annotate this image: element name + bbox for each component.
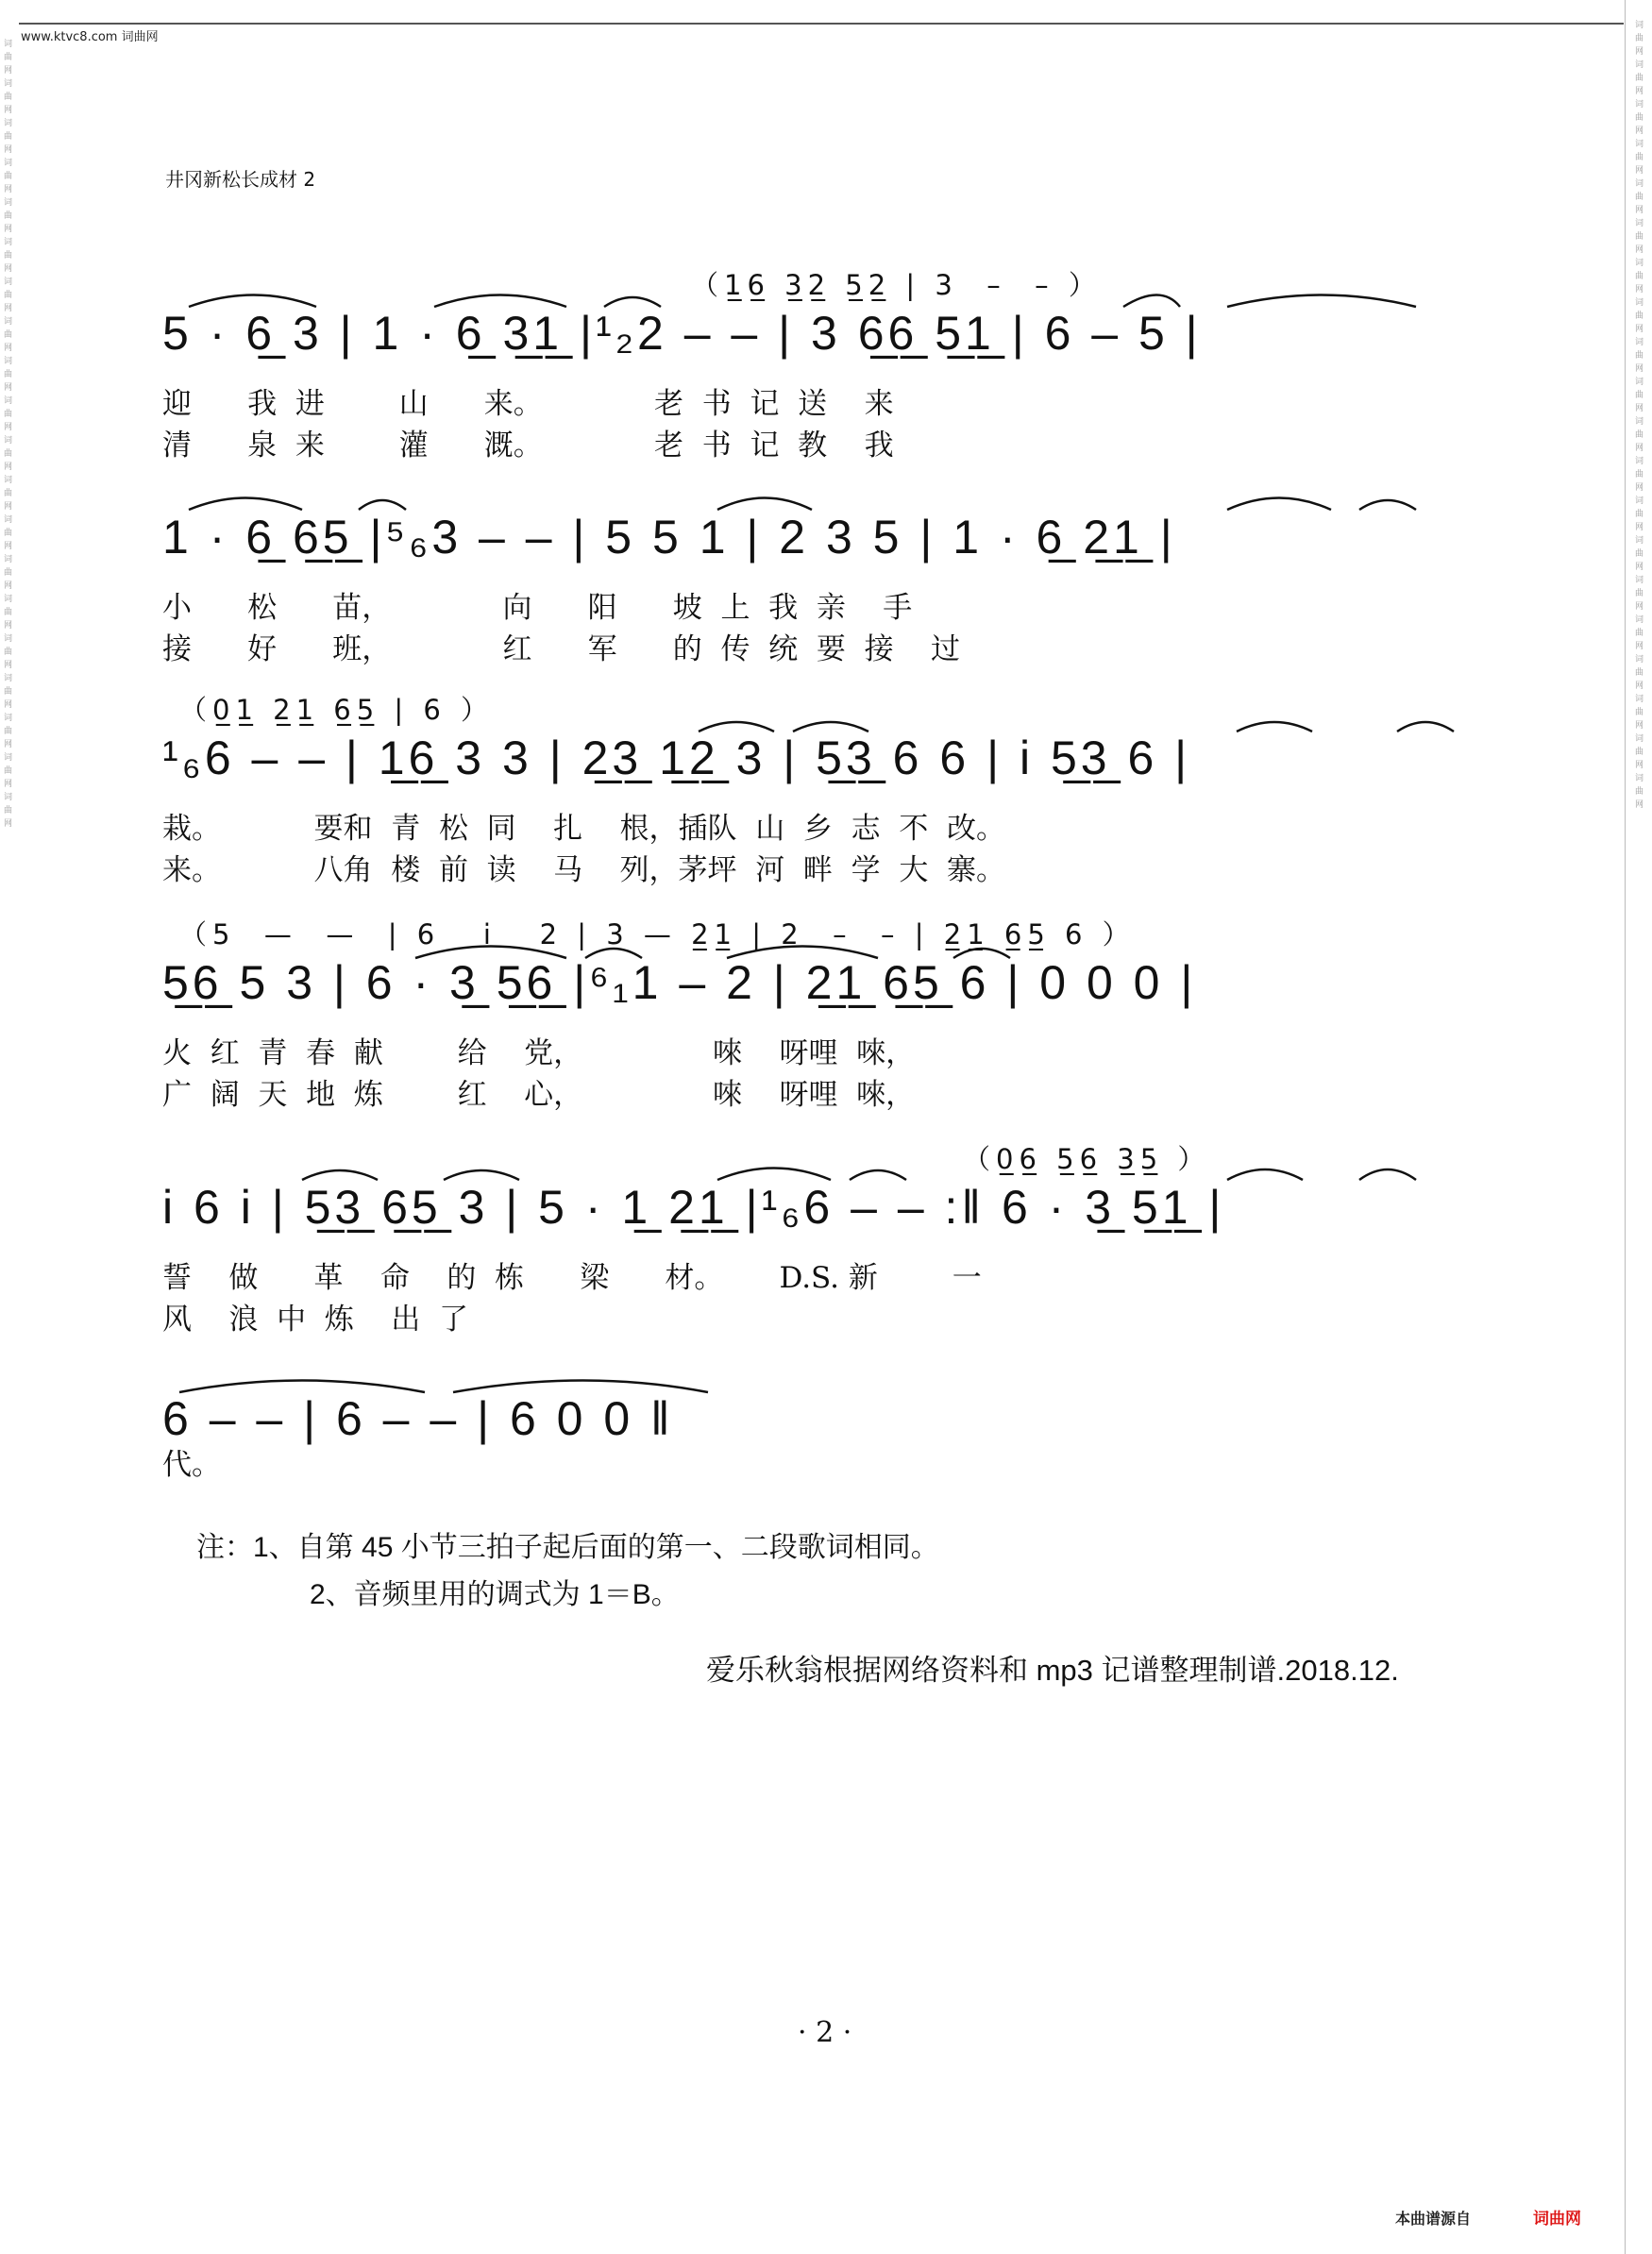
notation-line: 5 · 6̲ 3 | 1 · 6̲ 3̲1̲ |¹₂2 – – | 3 6̲6̲ 5̲1̲ | 6 – 5 |	[162, 307, 1202, 360]
page-title: 井冈新松长成材 2	[165, 168, 316, 191]
notation-line: i 6 i | 5̲3̲ 6̲5̲ 3 | 5 · 1̲ 2̲1̲ |¹₆6 – – :‖ 6 · 3̲ 5̲1̲ |	[162, 1181, 1225, 1234]
page-number: · 2 ·	[798, 2016, 852, 2049]
lyric-verse-2: 清 泉 来 灌 溉。 老 书 记 教 我	[162, 429, 894, 463]
footnote-2: 2、音频里用的调式为 1＝B。	[310, 1579, 680, 1610]
lyric-verse-1: 栽。 要和 青 松 同 扎 根，插队 山 乡 志 不 改。	[162, 812, 1006, 846]
left-margin-watermark: 词曲网词曲网词曲网词曲网词曲网词曲网词曲网词曲网词曲网词曲网词曲网词曲网词曲网词曲网词曲网词曲网词曲网词曲网词曲网词曲网	[4, 40, 13, 829]
lyric-verse-2: 广 阔 天 地 炼 红 心， 唻 呀哩 唻，	[162, 1078, 916, 1112]
footer-source: 本曲谱源自	[1395, 2210, 1472, 2228]
right-margin-watermark: 词曲网词曲网词曲网词曲网词曲网词曲网词曲网词曲网词曲网词曲网词曲网词曲网词曲网词曲网词曲网词曲网词曲网词曲网词曲网词曲网	[1635, 21, 1644, 810]
footer-brand-link[interactable]: 词曲网	[1533, 2210, 1581, 2229]
notation-line: ¹₆6 – – | 1̲6̲ 3 3 | 2̲3̲ 1̲2̲ 3 | 5̲3̲ 6 6 | i 5̲3̲ 6 |	[162, 732, 1191, 784]
intro-passage: （5 — — | 6 i 2 | 3 — 2̲1̲ | 2 – – | 2̲1̲ 6̲5̲ 6 ）	[179, 918, 1136, 950]
footnote-1: 注：1、自第 45 小节三拍子起后面的第一、二段歌词相同。	[196, 1532, 939, 1563]
arranger-credit: 爱乐秋翁根据网络资料和 mp3 记谱整理制谱.2018.12.	[706, 1654, 1399, 1687]
lyric-verse-1: 火 红 青 春 献 给 党， 唻 呀哩 唻，	[162, 1036, 916, 1070]
lyric-verse-2: 来。 八角 楼 前 读 马 列，茅坪 河 畔 学 大 寨。	[162, 853, 1006, 887]
lyric-verse-2: 接 好 班， 红 军 的 传 统 要 接 过	[162, 632, 960, 666]
lyric-verse-1: 誓 做 革 命 的 栋 梁 材。 D.S. 新 一	[162, 1261, 982, 1295]
intro-passage: （1̲6̲ 3̲2̲ 5̲2̲ | 3 – – ）	[691, 269, 1102, 301]
site-watermark: www.ktvc8.com 词曲网	[21, 30, 159, 44]
intro-passage: （0̲6̲ 5̲6̲ 3̲5̲ ）	[963, 1143, 1211, 1175]
footnotes	[196, 1524, 939, 1619]
notation-line: 5̲6̲ 5 3 | 6 · 3̲ 5̲6̲ |⁶₁1 – 2 | 2̲1̲ 6̲5̲ 6 | 0 0 0 |	[162, 956, 1197, 1009]
notation-line: 6 – – | 6 – – | 6 0 0 ‖	[162, 1392, 674, 1445]
lyric-verse-1: 迎 我 进 山 来。 老 书 记 送 来	[162, 387, 894, 421]
lyric-verse-1: 小 松 苗， 向 阳 坡 上 我 亲 手	[162, 591, 913, 625]
lyric-verse-1: 代。	[162, 1448, 221, 1482]
lyric-verse-2: 风 浪 中 炼 出 了	[162, 1303, 468, 1337]
notation-line: 1 · 6̲ 6̲5̲ |⁵₆3 – – | 5 5 1 | 2 3 5 | 1 · 6̲ 2̲1̲ |	[162, 511, 1176, 564]
intro-passage: （0̲1̲ 2̲1̲ 6̲5̲ | 6 ）	[179, 694, 495, 726]
